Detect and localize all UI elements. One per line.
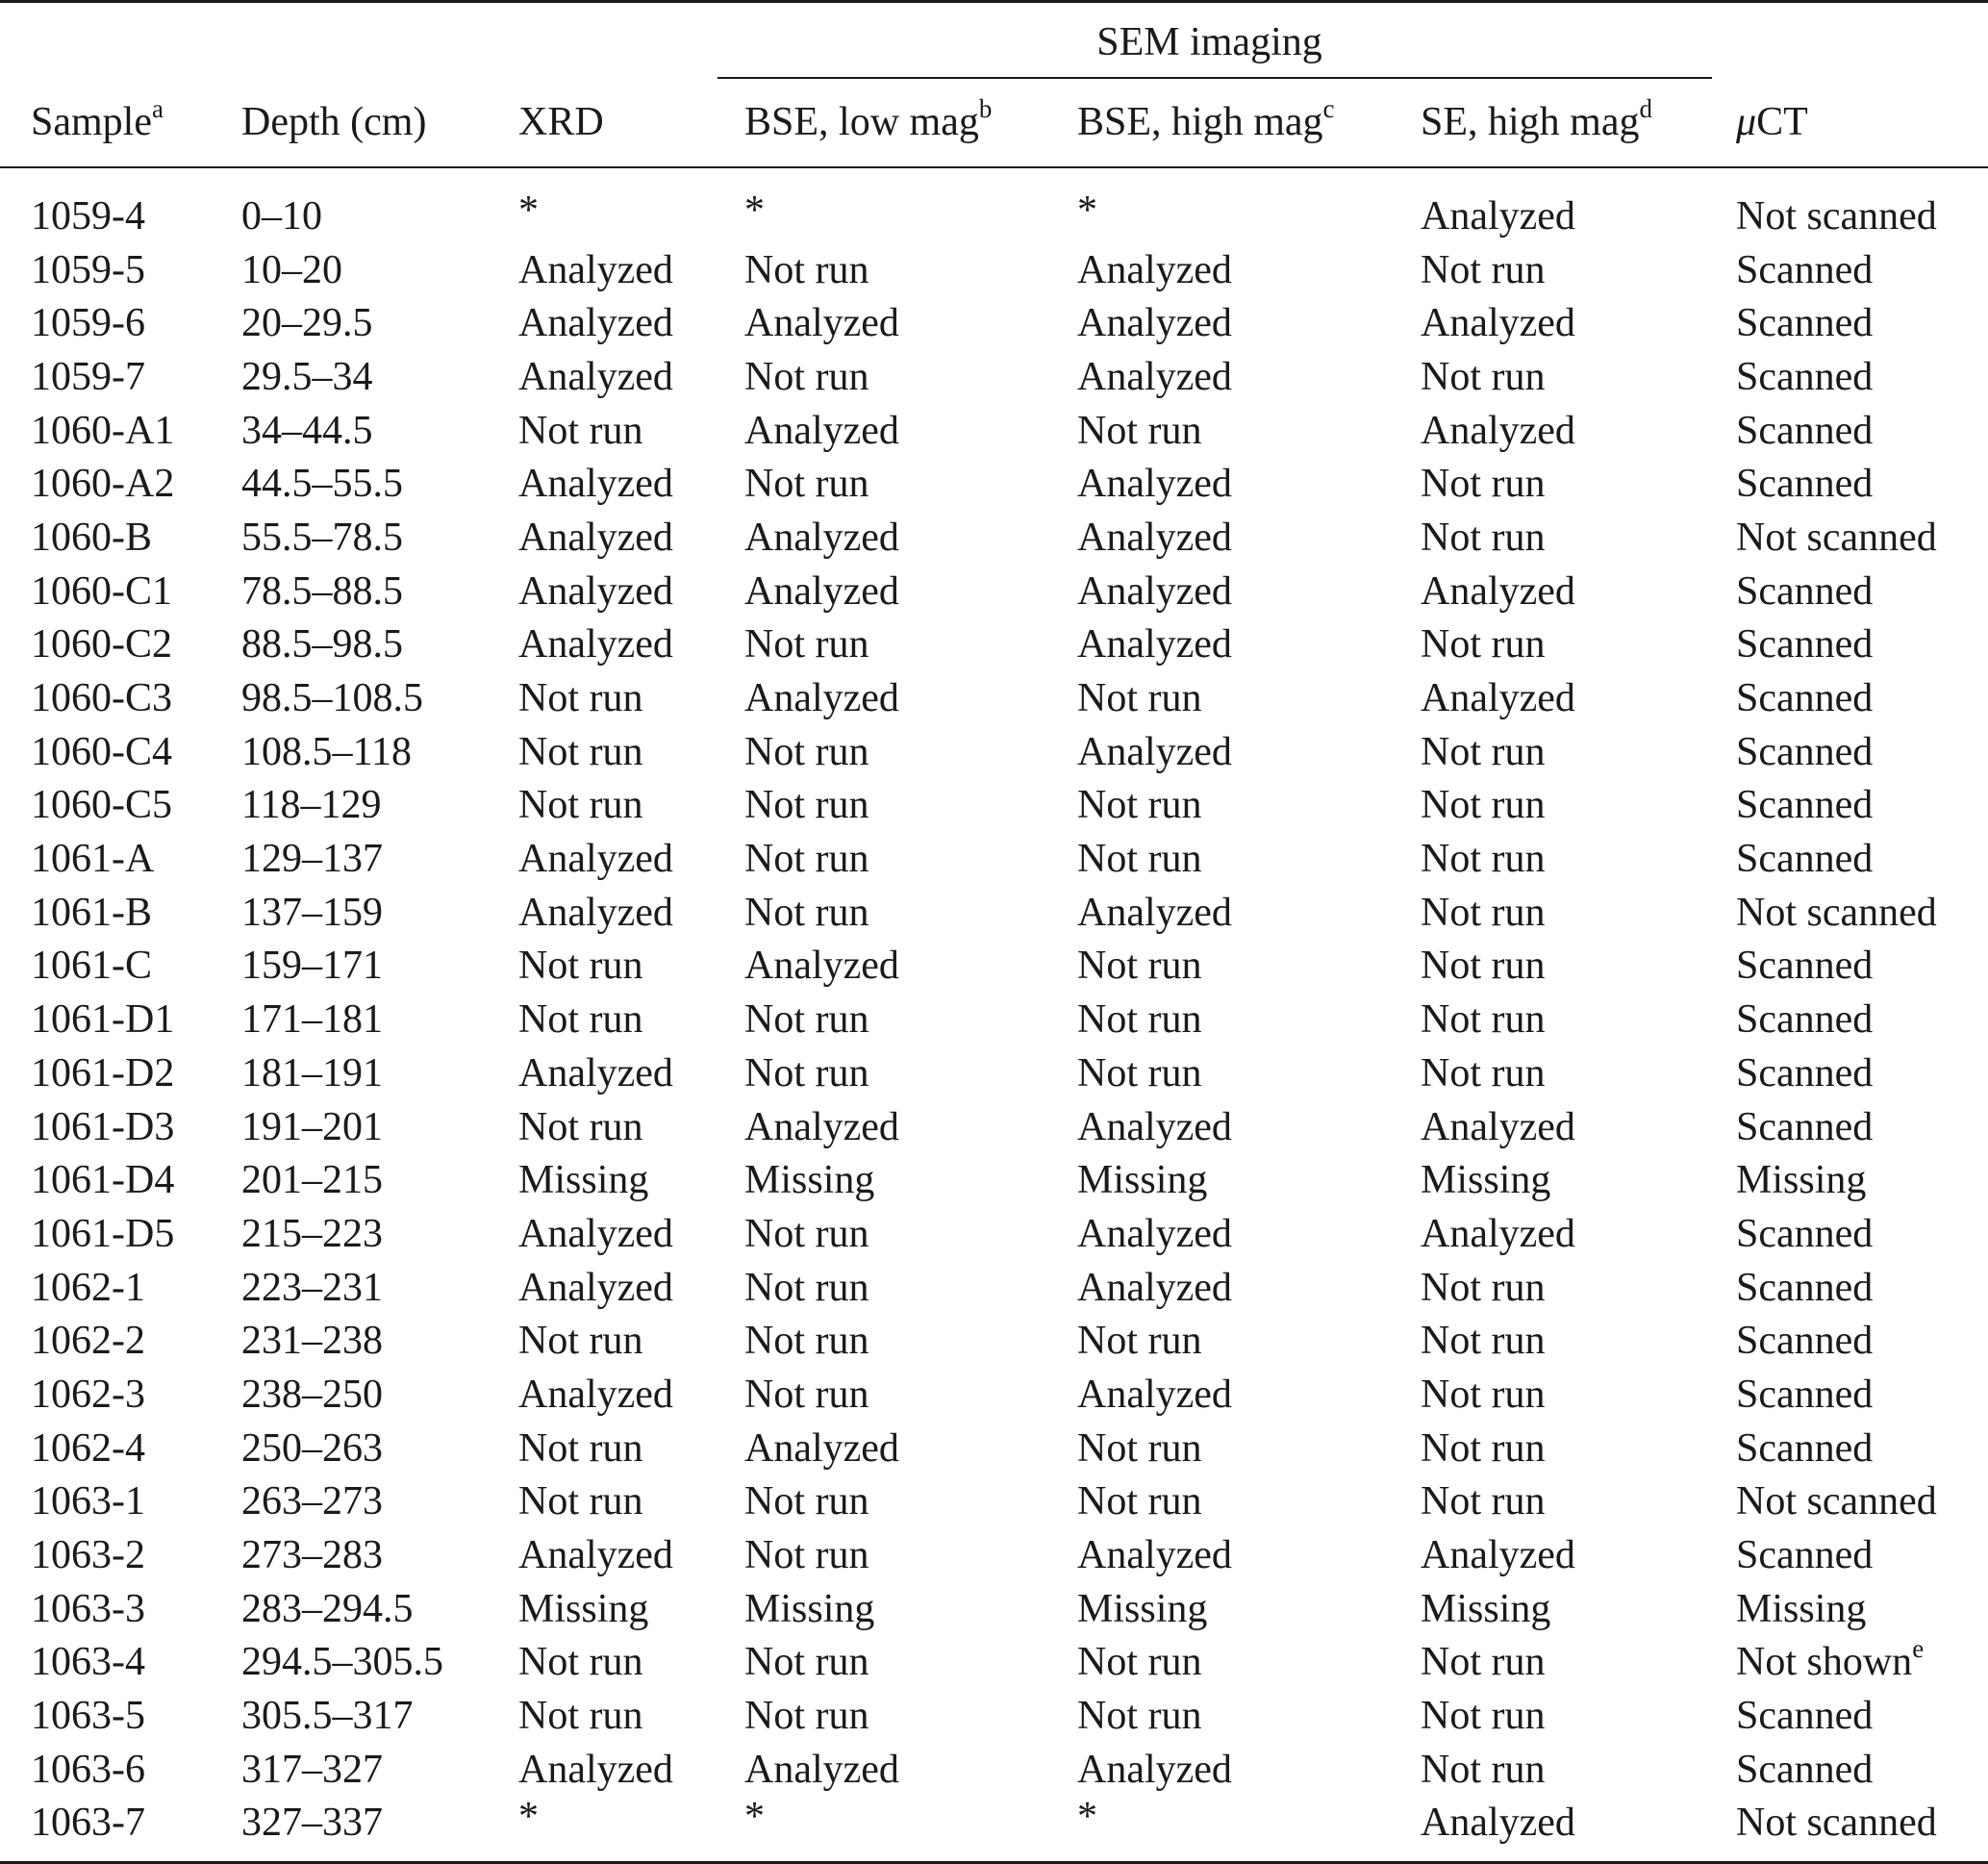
table-row — [0, 565, 1988, 618]
cell-bse-low-mag: Not run — [744, 1050, 869, 1096]
cell-se-high-mag: Analyzed — [1421, 568, 1575, 614]
cell-sample: 1059-7 — [31, 354, 145, 399]
cell-se-high-mag: Not run — [1421, 1050, 1546, 1096]
cell-se-high-mag: Not run — [1421, 1372, 1546, 1417]
cell-bse-low-mag: Not run — [744, 997, 869, 1043]
cell-micro-ct: Scanned — [1736, 944, 1874, 989]
cell-bse-high-mag: Not run — [1077, 1640, 1202, 1685]
cell-micro-ct: Scanned — [1736, 783, 1874, 828]
cell-micro-ct: Scanned — [1736, 408, 1874, 453]
cell-sample: 1060-C3 — [31, 676, 172, 721]
cell-depth: 327–337 — [211, 1797, 488, 1863]
cell-depth: 78.5–88.5 — [241, 568, 403, 614]
cell-bse-high-mag: Not run — [1077, 1425, 1202, 1471]
cell-bse-low-mag: Not run — [744, 622, 869, 668]
cell-se-high-mag: Not run — [1421, 515, 1546, 560]
cell-micro-ct: Scanned — [1736, 1050, 1874, 1096]
cell-bse-low-mag: Not run — [744, 1372, 869, 1417]
cell-sample: 1062-1 — [31, 1265, 145, 1310]
table-row — [0, 167, 1988, 243]
cell-bse-high-mag: Missing — [1077, 1158, 1208, 1203]
cell-se-high-mag: Analyzed — [1421, 1104, 1575, 1149]
table-row — [0, 1743, 1988, 1797]
cell-bse-low-mag: Not run — [744, 1640, 869, 1685]
cell-bse-low-mag: Not run — [744, 783, 869, 828]
cell-depth: 55.5–78.5 — [241, 515, 403, 560]
cell-xrd: Analyzed — [518, 890, 673, 935]
cell-bse-high-mag: Analyzed — [1077, 1533, 1232, 1578]
table-row — [0, 993, 1988, 1046]
cell-depth: 171–181 — [241, 997, 383, 1043]
cell-bse-high-mag: Analyzed — [1077, 1265, 1232, 1310]
cell-sample: 1060-C4 — [31, 729, 172, 774]
cell-se-high-mag: Not run — [1421, 1694, 1546, 1739]
group-header-row — [0, 3, 1988, 78]
cell-sample: 1059-4 — [31, 193, 145, 239]
table-row — [0, 1207, 1988, 1261]
cell-xrd: Analyzed — [518, 462, 673, 507]
cell-bse-low-mag: Analyzed — [744, 515, 899, 560]
cell-bse-high-mag: Analyzed — [1077, 1104, 1232, 1149]
cell-depth: 201–215 — [241, 1158, 383, 1203]
cell-sample: 1060-C5 — [31, 783, 172, 828]
cell-sample: 1061-D5 — [31, 1211, 175, 1256]
cell-bse-low-mag: Analyzed — [744, 408, 899, 453]
cell-bse-low-mag: Analyzed — [744, 568, 899, 614]
cell-bse-low-mag: Missing — [744, 1158, 875, 1203]
column-header-row — [0, 78, 1988, 167]
cell-depth: 273–283 — [241, 1533, 383, 1578]
cell-depth: 250–263 — [241, 1425, 383, 1471]
cell-sample: 1063-1 — [31, 1479, 145, 1524]
cell-depth: 44.5–55.5 — [241, 462, 403, 507]
cell-xrd: Analyzed — [518, 622, 673, 668]
column-header-xrd: XRD — [488, 78, 714, 167]
sem-imaging-group-rule — [717, 77, 1712, 79]
cell-depth: 88.5–98.5 — [241, 622, 403, 668]
cell-xrd: Not run — [518, 997, 643, 1043]
cell-sample: 1060-A2 — [31, 462, 175, 507]
cell-xrd: Analyzed — [518, 1372, 673, 1417]
cell-bse-high-mag: Analyzed — [1077, 301, 1232, 346]
cell-bse-high-mag: Not run — [1077, 783, 1202, 828]
cell-se-high-mag: Not run — [1421, 247, 1546, 292]
cell-xrd: Not run — [518, 408, 643, 453]
table-row — [0, 725, 1988, 779]
cell-se-high-mag: Not run — [1421, 354, 1546, 399]
cell-xrd: Missing — [518, 1586, 649, 1631]
cell-se-high-mag: Analyzed — [1421, 408, 1575, 453]
cell-xrd: Analyzed — [518, 247, 673, 292]
column-header-bse-low-mag: BSE, low mag$^b$ — [714, 78, 1046, 167]
cell-xrd: Analyzed — [518, 301, 673, 346]
cell-xrd: Analyzed — [518, 1265, 673, 1310]
cell-micro-ct: Missing — [1736, 1158, 1867, 1203]
cell-xrd: Not run — [518, 944, 643, 989]
cell-depth: 305.5–317 — [241, 1694, 414, 1739]
cell-sample: 1063-7 — [0, 1797, 211, 1863]
column-header-se-high-mag: SE, high mag$^d$ — [1390, 78, 1705, 167]
cell-bse-low-mag: Analyzed — [744, 1747, 899, 1792]
cell-xrd: Analyzed — [518, 354, 673, 399]
cell-micro-ct: Scanned — [1736, 1211, 1874, 1256]
cell-sample: 1062-4 — [31, 1425, 145, 1471]
cell-micro-ct: Not scanned — [1705, 1797, 1988, 1863]
table-row — [0, 1422, 1988, 1475]
cell-micro-ct: Scanned — [1736, 676, 1874, 721]
cell-sample: 1060-C1 — [31, 568, 172, 614]
cell-se-high-mag: Not run — [1421, 783, 1546, 828]
cell-xrd: Analyzed — [518, 1211, 673, 1256]
cell-micro-ct: Scanned — [1736, 622, 1874, 668]
table-row — [0, 1689, 1988, 1743]
cell-xrd: * — [488, 1797, 714, 1863]
cell-bse-high-mag: Analyzed — [1077, 1747, 1232, 1792]
cell-micro-ct: Scanned — [1736, 1694, 1874, 1739]
cell-depth: 29.5–34 — [241, 354, 373, 399]
cell-depth: 294.5–305.5 — [241, 1640, 443, 1685]
cell-sample: 1063-5 — [31, 1694, 145, 1739]
cell-se-high-mag: Analyzed — [1421, 193, 1575, 239]
cell-bse-low-mag: Analyzed — [744, 1425, 899, 1471]
cell-depth: 20–29.5 — [241, 301, 373, 346]
cell-se-high-mag: Not run — [1421, 1425, 1546, 1471]
sem-imaging-label: SEM imaging — [1096, 20, 1322, 64]
cell-bse-high-mag: Analyzed — [1077, 890, 1232, 935]
cell-xrd: Not run — [518, 729, 643, 774]
cell-micro-ct: Scanned — [1736, 1319, 1874, 1364]
cell-sample: 1062-2 — [31, 1319, 145, 1364]
cell-micro-ct: Scanned — [1736, 1372, 1874, 1417]
cell-sample: 1061-C — [31, 944, 152, 989]
table-header — [0, 2, 1988, 168]
cell-xrd: Not run — [518, 1319, 643, 1364]
cell-depth: 108.5–118 — [241, 729, 412, 774]
cell-bse-low-mag: * — [744, 188, 765, 233]
cell-sample: 1061-D4 — [31, 1158, 175, 1203]
cell-se-high-mag: Not run — [1421, 462, 1546, 507]
cell-micro-ct: Not scanned — [1736, 1479, 1937, 1524]
cell-bse-low-mag: Not run — [744, 1265, 869, 1310]
cell-bse-low-mag: Not run — [744, 1479, 869, 1524]
table-row — [0, 511, 1988, 565]
cell-depth: 118–129 — [241, 783, 382, 828]
cell-sample: 1060-C2 — [31, 622, 172, 668]
cell-sample: 1060-B — [31, 515, 152, 560]
cell-bse-low-mag: Analyzed — [744, 944, 899, 989]
cell-micro-ct: Scanned — [1736, 1425, 1874, 1471]
cell-micro-ct: Not scanned — [1736, 193, 1937, 239]
cell-depth: 137–159 — [241, 890, 383, 935]
cell-se-high-mag: Analyzed — [1421, 1211, 1575, 1256]
table-row — [0, 1368, 1988, 1422]
table-row — [0, 1046, 1988, 1100]
cell-xrd: Analyzed — [518, 837, 673, 882]
cell-depth: 10–20 — [241, 247, 342, 292]
cell-xrd: Not run — [518, 1104, 643, 1149]
cell-se-high-mag: Analyzed — [1390, 1797, 1705, 1863]
cell-depth: 98.5–108.5 — [241, 676, 423, 721]
cell-micro-ct: Scanned — [1736, 729, 1874, 774]
cell-se-high-mag: Not run — [1421, 729, 1546, 774]
cell-xrd: Analyzed — [518, 568, 673, 614]
column-header-depth: Depth (cm) — [211, 78, 488, 167]
cell-bse-high-mag: Not run — [1077, 676, 1202, 721]
cell-micro-ct: Scanned — [1736, 1265, 1874, 1310]
cell-bse-high-mag: Not run — [1077, 1694, 1202, 1739]
cell-bse-high-mag: Not run — [1077, 1479, 1202, 1524]
table-body — [0, 167, 1988, 1863]
table-row — [0, 296, 1988, 350]
cell-bse-low-mag: Analyzed — [744, 1104, 899, 1149]
cell-depth: 0–10 — [241, 193, 322, 239]
cell-bse-high-mag: Analyzed — [1077, 462, 1232, 507]
cell-sample: 1061-B — [31, 890, 152, 935]
cell-micro-ct: Scanned — [1736, 1104, 1874, 1149]
cell-xrd: Analyzed — [518, 1533, 673, 1578]
cell-bse-low-mag: Not run — [744, 837, 869, 882]
cell-bse-low-mag: * — [714, 1797, 1046, 1863]
cell-depth: 231–238 — [241, 1319, 383, 1364]
cell-sample: 1060-A1 — [31, 408, 175, 453]
cell-depth: 129–137 — [241, 837, 383, 882]
cell-xrd: Not run — [518, 676, 643, 721]
cell-se-high-mag: Analyzed — [1421, 1533, 1575, 1578]
cell-bse-low-mag: Not run — [744, 1211, 869, 1256]
table-row — [0, 404, 1988, 458]
cell-bse-high-mag: Analyzed — [1077, 622, 1232, 668]
cell-depth: 223–231 — [241, 1265, 383, 1310]
cell-bse-low-mag: Not run — [744, 462, 869, 507]
column-header-bse-high-mag: BSE, high mag$^c$ — [1046, 78, 1390, 167]
cell-micro-ct: Scanned — [1736, 997, 1874, 1043]
cell-xrd: Not run — [518, 1694, 643, 1739]
cell-sample: 1061-D3 — [31, 1104, 175, 1149]
table-row — [0, 1314, 1988, 1368]
table-row — [0, 1636, 1988, 1690]
table-row — [0, 779, 1988, 833]
cell-xrd: Missing — [518, 1158, 649, 1203]
cell-bse-high-mag: Not run — [1077, 408, 1202, 453]
cell-bse-low-mag: Not run — [744, 1319, 869, 1364]
table-row — [0, 832, 1988, 886]
cell-se-high-mag: Not run — [1421, 1640, 1546, 1685]
cell-depth: 317–327 — [241, 1747, 383, 1792]
cell-micro-ct: Missing — [1736, 1586, 1867, 1631]
cell-bse-high-mag: Analyzed — [1077, 1211, 1232, 1256]
cell-se-high-mag: Missing — [1421, 1158, 1551, 1203]
cell-sample: 1059-5 — [31, 247, 145, 292]
cell-bse-high-mag: * — [1077, 188, 1097, 233]
cell-sample: 1063-3 — [31, 1586, 145, 1631]
table-row — [0, 1528, 1988, 1582]
cell-depth: 181–191 — [241, 1050, 383, 1096]
cell-xrd: Not run — [518, 1479, 643, 1524]
cell-bse-high-mag: Analyzed — [1077, 354, 1232, 399]
cell-bse-high-mag: Not run — [1077, 997, 1202, 1043]
cell-sample: 1061-D1 — [31, 997, 175, 1043]
cell-bse-high-mag: Not run — [1077, 944, 1202, 989]
cell-se-high-mag: Not run — [1421, 890, 1546, 935]
cell-sample: 1063-6 — [31, 1747, 145, 1792]
cell-bse-high-mag: Analyzed — [1077, 515, 1232, 560]
cell-sample: 1061-A — [31, 837, 155, 882]
cell-sample: 1063-4 — [31, 1640, 145, 1685]
cell-se-high-mag: Missing — [1421, 1586, 1551, 1631]
cell-bse-high-mag: Analyzed — [1077, 1372, 1232, 1417]
cell-bse-low-mag: Not run — [744, 354, 869, 399]
cell-se-high-mag: Not run — [1421, 622, 1546, 668]
cell-bse-high-mag: Analyzed — [1077, 247, 1232, 292]
cell-xrd: Analyzed — [518, 1747, 673, 1792]
table-row — [0, 457, 1988, 511]
table-row — [0, 1475, 1988, 1529]
cell-sample: 1059-6 — [31, 301, 145, 346]
cell-micro-ct: Scanned — [1736, 568, 1874, 614]
cell-sample: 1062-3 — [31, 1372, 145, 1417]
cell-bse-high-mag: Analyzed — [1077, 568, 1232, 614]
cell-xrd: Not run — [518, 1640, 643, 1685]
cell-bse-high-mag: Not run — [1077, 1050, 1202, 1096]
cell-micro-ct: Scanned — [1736, 1533, 1874, 1578]
table-row — [0, 243, 1988, 297]
cell-micro-ct: Scanned — [1736, 462, 1874, 507]
table-row — [0, 1100, 1988, 1154]
cell-se-high-mag: Not run — [1421, 1747, 1546, 1792]
table-row — [0, 1153, 1988, 1207]
cell-micro-ct: Scanned — [1736, 837, 1874, 882]
cell-se-high-mag: Not run — [1421, 944, 1546, 989]
cell-se-high-mag: Not run — [1421, 837, 1546, 882]
cell-depth: 215–223 — [241, 1211, 383, 1256]
cell-micro-ct: Scanned — [1736, 354, 1874, 399]
cell-xrd: Analyzed — [518, 515, 673, 560]
cell-bse-low-mag: Not run — [744, 247, 869, 292]
column-header-micro-ct: μCT — [1705, 78, 1988, 167]
cell-micro-ct: Scanned — [1736, 1747, 1874, 1792]
cell-se-high-mag: Not run — [1421, 1265, 1546, 1310]
table-row — [0, 618, 1988, 672]
cell-depth: 159–171 — [241, 944, 383, 989]
cell-micro-ct: Scanned — [1736, 247, 1874, 292]
table-row — [0, 671, 1988, 725]
cell-bse-high-mag: * — [1046, 1797, 1390, 1863]
cell-xrd: Not run — [518, 783, 643, 828]
cell-xrd: * — [518, 188, 539, 233]
cell-xrd: Analyzed — [518, 1050, 673, 1096]
table-row — [0, 350, 1988, 404]
cell-bse-low-mag: Not run — [744, 1533, 869, 1578]
sem-imaging-group-header — [714, 3, 1705, 78]
table-row — [0, 1582, 1988, 1636]
cell-xrd: Not run — [518, 1425, 643, 1471]
cell-bse-high-mag: Analyzed — [1077, 729, 1232, 774]
cell-se-high-mag: Not run — [1421, 1319, 1546, 1364]
cell-se-high-mag: Analyzed — [1421, 676, 1575, 721]
table-row — [0, 886, 1988, 940]
cell-micro-ct: Not shown$^e$ — [1736, 1634, 1925, 1685]
cell-bse-low-mag: Not run — [744, 890, 869, 935]
cell-micro-ct: Not scanned — [1736, 890, 1937, 935]
cell-bse-low-mag: Not run — [744, 1694, 869, 1739]
cell-sample: 1061-D2 — [31, 1050, 175, 1096]
cell-bse-high-mag: Not run — [1077, 1319, 1202, 1364]
cell-se-high-mag: Not run — [1421, 997, 1546, 1043]
column-header-sample: Sample$^a$ — [0, 78, 211, 167]
cell-bse-low-mag: Analyzed — [744, 301, 899, 346]
cell-depth: 263–273 — [241, 1479, 383, 1524]
cell-depth: 34–44.5 — [241, 408, 373, 453]
cell-bse-low-mag: Not run — [744, 729, 869, 774]
cell-micro-ct: Scanned — [1736, 301, 1874, 346]
cell-se-high-mag: Not run — [1421, 1479, 1546, 1524]
cell-se-high-mag: Analyzed — [1421, 301, 1575, 346]
cell-bse-low-mag: Missing — [744, 1586, 875, 1631]
table-row — [0, 940, 1988, 994]
cell-depth: 238–250 — [241, 1372, 383, 1417]
cell-bse-high-mag: Missing — [1077, 1586, 1208, 1631]
cell-bse-low-mag: Analyzed — [744, 676, 899, 721]
cell-bse-high-mag: Not run — [1077, 837, 1202, 882]
cell-micro-ct: Not scanned — [1736, 515, 1937, 560]
cell-depth: 191–201 — [241, 1104, 383, 1149]
table-row — [0, 1797, 1988, 1863]
cell-sample: 1063-2 — [31, 1533, 145, 1578]
table-row — [0, 1261, 1988, 1315]
cell-depth: 283–294.5 — [241, 1586, 414, 1631]
